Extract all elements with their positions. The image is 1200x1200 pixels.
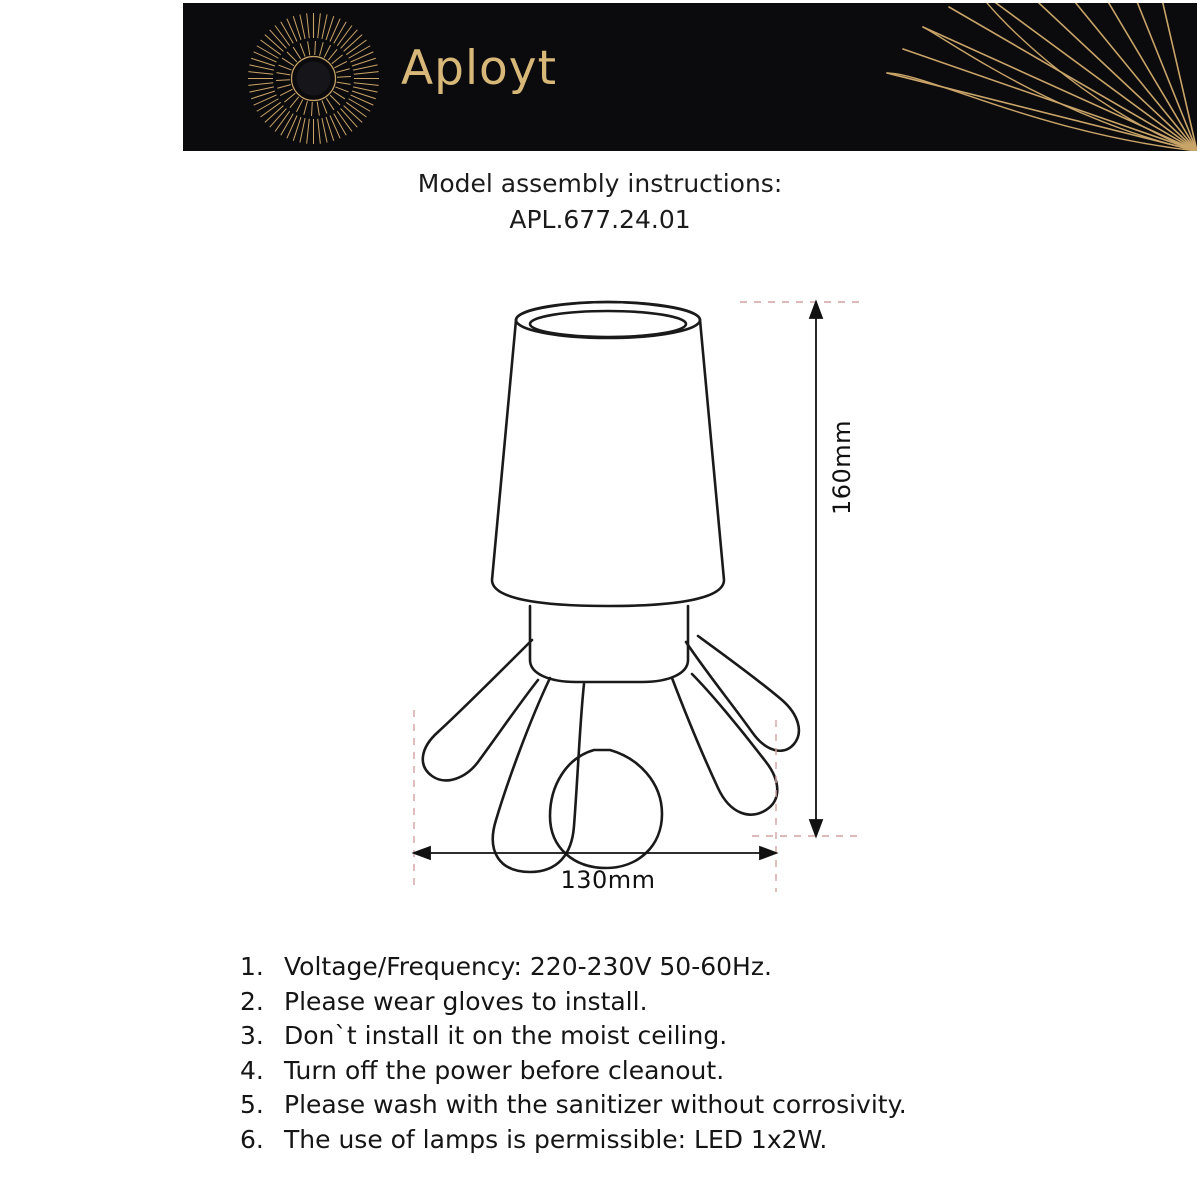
width-dimension-label [0, 866, 1200, 894]
list-item [240, 1019, 1070, 1054]
list-item-number: 1. [240, 952, 264, 981]
list-item [240, 1054, 1070, 1089]
list-item-number: 6. [240, 1124, 264, 1154]
list-item-number: 4. [240, 1055, 264, 1085]
list-item-text: Turn off the power before cleanout. [284, 1055, 725, 1085]
dimension-guides [414, 302, 862, 892]
width-dimension-arrow [414, 847, 776, 859]
sunburst-icon [246, 11, 381, 146]
list-item-text: Voltage/Frequency: 220-230V 50-60Hz. [284, 952, 772, 981]
table-lamp-figure-icon [423, 302, 799, 872]
brand-name: Aployt [401, 41, 558, 96]
product-technical-drawing [380, 280, 900, 920]
width-dimension-value: 130mm [560, 866, 656, 894]
model-code: APL.677.24.01 [509, 205, 691, 234]
list-item-number: 2. [240, 986, 264, 1016]
list-item [240, 1088, 1070, 1123]
list-item-number: 3. [240, 1021, 264, 1050]
header-banner [183, 3, 1197, 151]
list-item-number: 5. [240, 1090, 264, 1119]
instructions-list [240, 950, 1070, 1157]
list-item-text: Please wash with the sanitizer without corrosivity. [284, 1090, 907, 1119]
list-item [240, 950, 1070, 985]
list-item-text: Don`t install it on the moist ceiling. [284, 1021, 728, 1050]
list-item-text: The use of lamps is permissible: LED 1x2W. [284, 1124, 828, 1154]
page-title: Model assembly instructions: [417, 169, 783, 198]
height-dimension-label: 160mm [828, 419, 856, 515]
list-item [240, 1123, 1070, 1158]
list-item-text: Please wear gloves to install. [284, 986, 648, 1016]
title-block [0, 166, 1200, 238]
ray-fan-icon [857, 3, 1197, 151]
height-dimension-arrow [810, 302, 822, 836]
list-item [240, 985, 1070, 1020]
